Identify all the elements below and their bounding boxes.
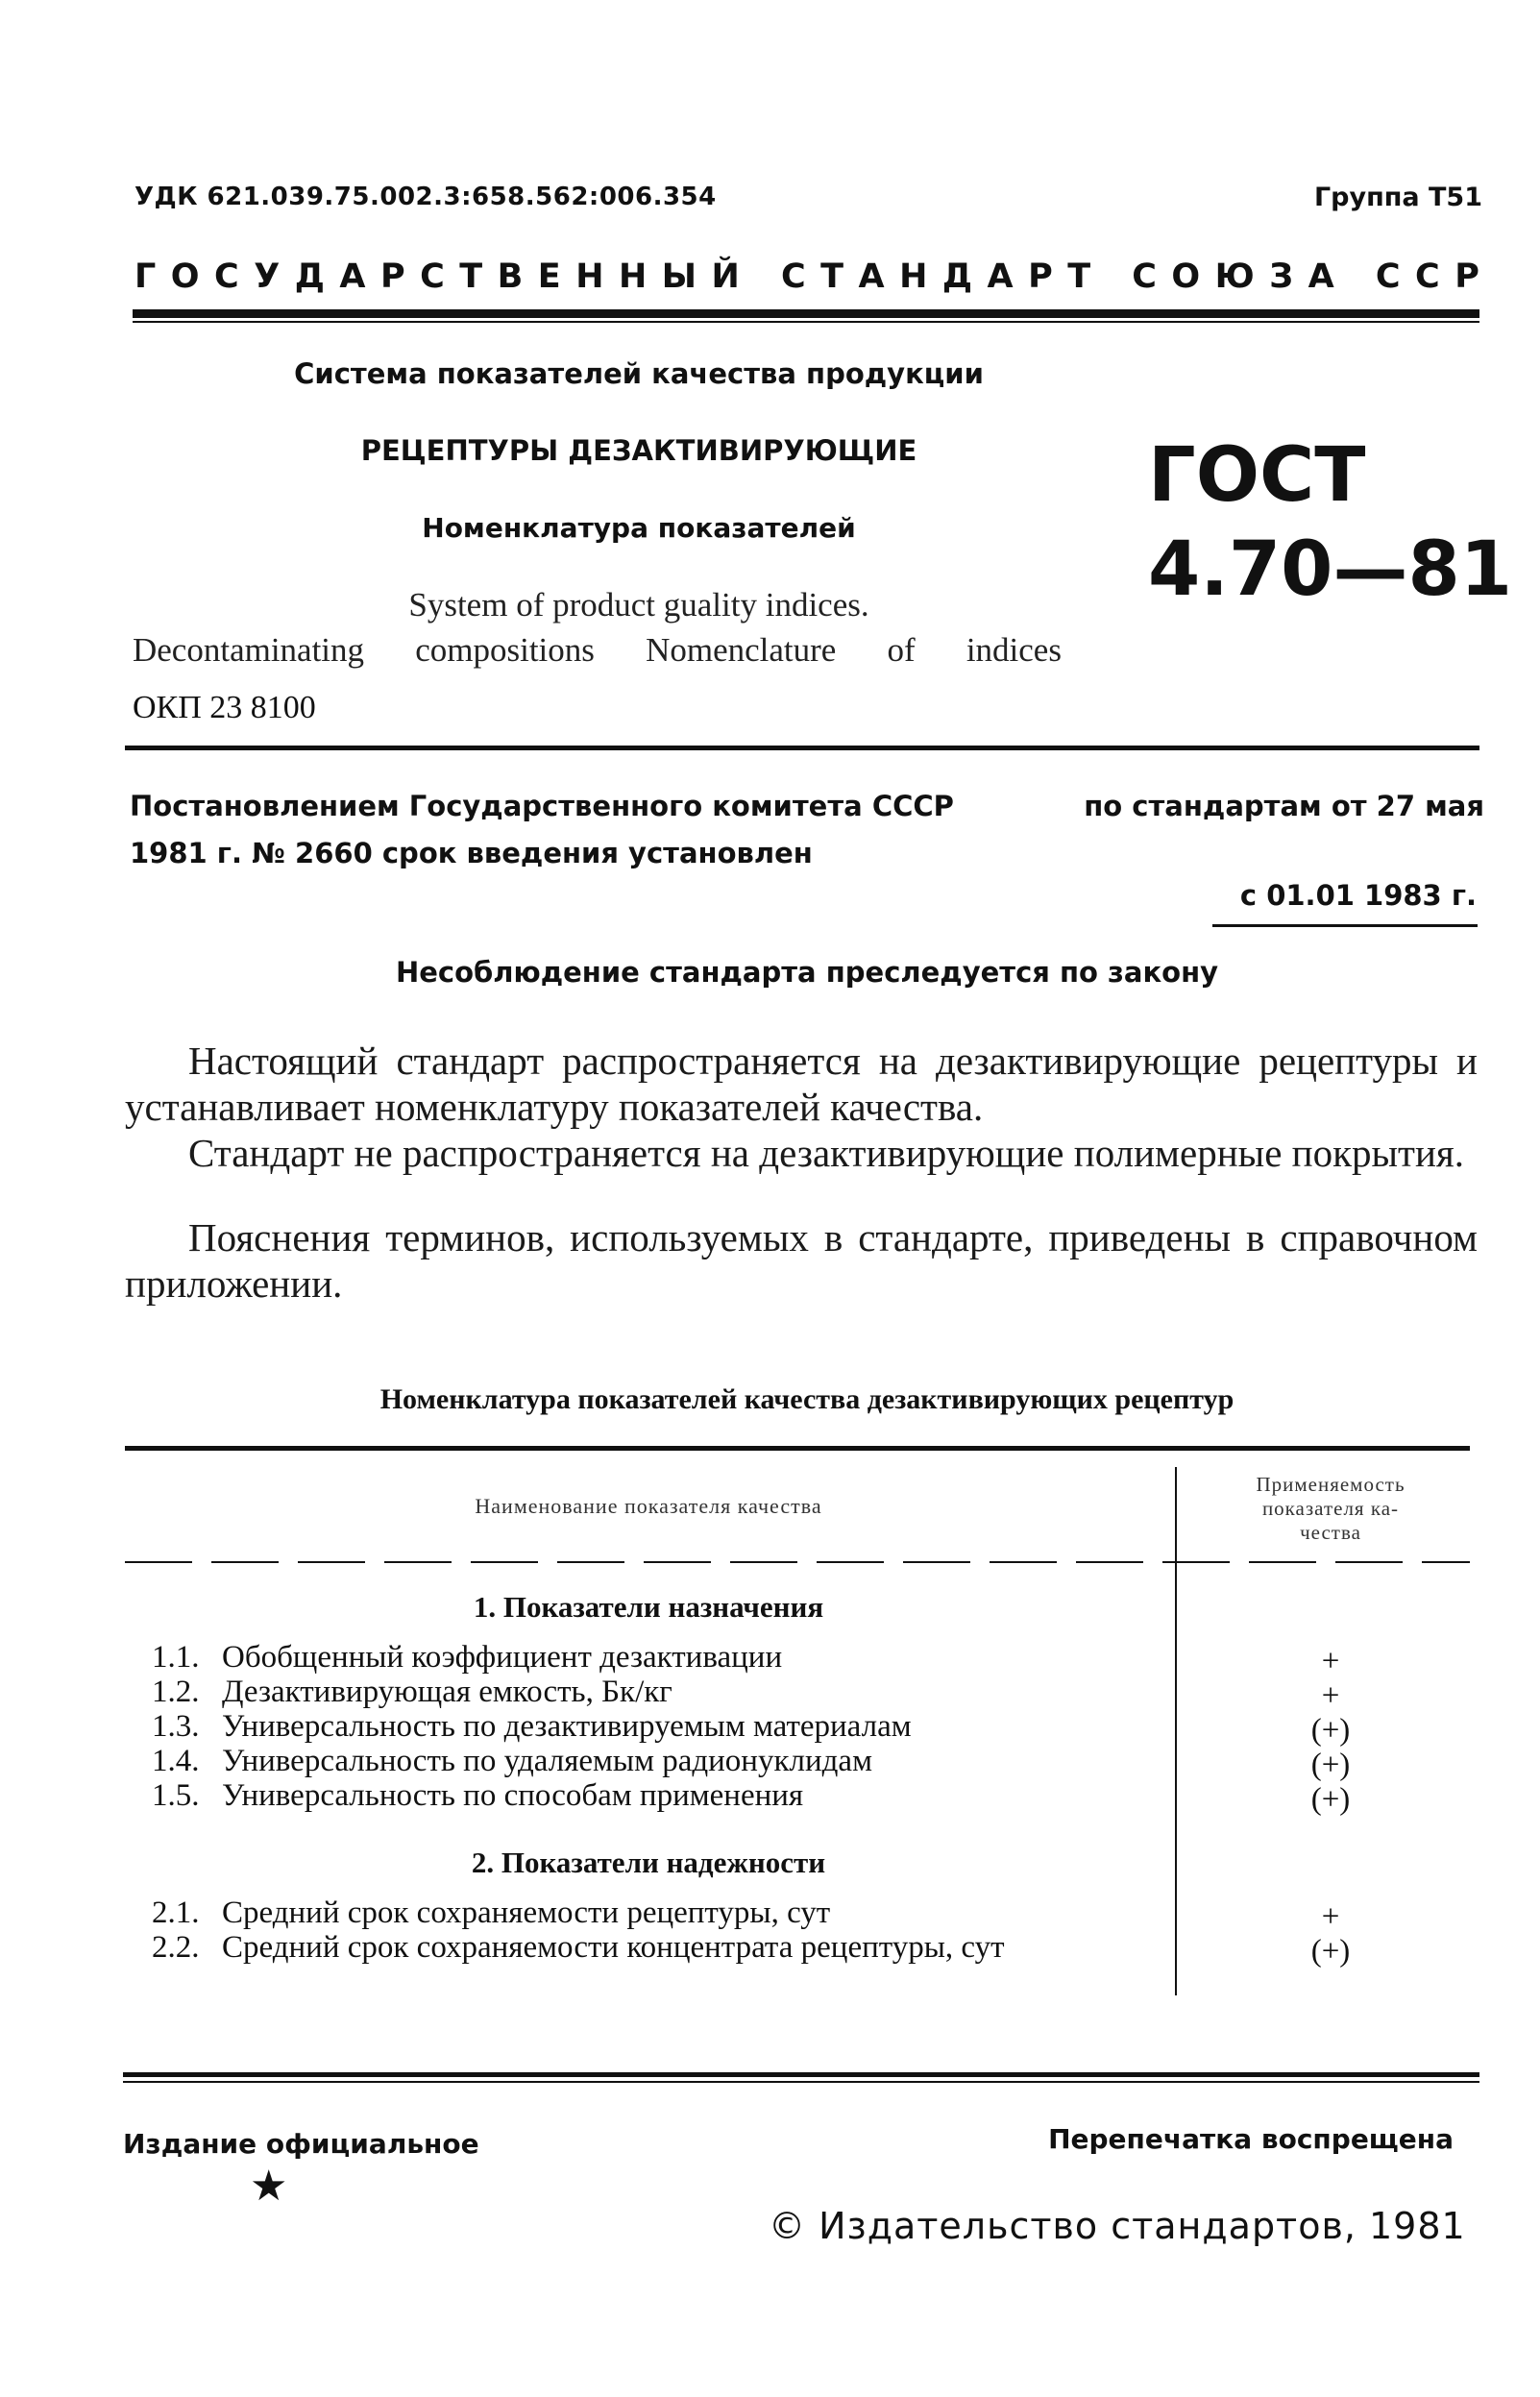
banner-letter: Ю [1214,257,1255,296]
body-paragraph-2: Стандарт не распространяется на дезактивирующие полимерные покрытия. [188,1131,1465,1175]
table-row [152,1744,872,1779]
table-row [152,1778,803,1814]
row-applicability-mark: + [1321,1899,1340,1934]
title-rule [125,746,1479,750]
banner-letter: Р [1454,257,1479,296]
star-icon: ★ [250,2162,288,2211]
state-standard-banner [134,257,1479,296]
english-title-line1: System of product guality indices. [408,586,869,624]
banner-letter: У [254,257,281,296]
row-applicability-mark: + [1321,1644,1340,1678]
row-number: 2.2. [152,1930,200,1965]
row-number: 1.5. [152,1778,200,1813]
gost-label: ГОСТ [1148,432,1366,519]
banner-letter: Н [575,257,604,296]
banner-letter: Р [379,257,405,296]
reprint-prohibited: Перепечатка воспрещена [1048,2123,1454,2155]
row-applicability-mark: (+) [1310,1713,1351,1748]
banner-letter: С [780,257,806,296]
banner-letter: Т [459,257,483,296]
table-row [152,1930,1005,1966]
english-word: compositions [415,631,595,669]
banner-letter: А [1308,257,1334,296]
row-number: 1.2. [152,1675,200,1709]
footer-rule-thin [123,2081,1479,2083]
row-indicator-name: Универсальность по удаляемым радионуклидам [222,1744,872,1778]
banner-rule-thin [133,321,1479,323]
banner-letter: А [339,257,366,296]
banner-letter: Н [899,257,928,296]
banner-letter [1349,257,1360,296]
banner-letter: З [1269,257,1294,296]
banner-letter: Е [537,257,561,296]
english-title-line2 [133,631,1062,670]
english-word: of [887,631,916,669]
gost-number: 4.70—81 [1148,526,1512,613]
banner-letter: О [170,257,200,296]
table-row [152,1896,830,1931]
banner-letter: Д [294,257,325,296]
section-title: 1. Показатели назначения [473,1590,824,1624]
banner-letter: Т [820,257,843,296]
english-word: Nomenclature [646,631,837,669]
table-column-divider [1175,1467,1177,1995]
banner-letter: С [420,257,445,296]
law-notice: Несоблюдение стандарта преследуется по закону [395,956,1219,989]
table-header-rule [125,1561,1470,1563]
table-title: Номенклатура показателей качества дезактивирующих рецептур [379,1383,1234,1415]
banner-letter: Т [1067,257,1091,296]
applicability-header-line: Применяемость [1256,1473,1406,1496]
decree-line1-left: Постановлением Государственного комитета СССР [130,790,954,822]
banner-letter: Й [711,257,740,296]
effective-date: с 01.01 1983 г. [1239,879,1477,912]
banner-letter: С [1375,257,1401,296]
banner-letter: С [214,257,239,296]
row-indicator-name: Универсальность по способам применения [222,1778,804,1813]
row-indicator-name: Обобщенный коэффициент дезактивации [222,1640,783,1675]
section-title: 2. Показатели надежности [471,1846,826,1879]
udk-code: УДК 621.039.75.002.3:658.562:006.354 [134,183,717,211]
english-word: indices [966,631,1062,669]
group-code: Группа Т51 [1313,183,1482,212]
row-number: 1.1. [152,1640,200,1675]
banner-letter: Н [618,257,648,296]
decree-line1-right: по стандартам от 27 мая [1084,790,1484,822]
row-number: 1.4. [152,1744,200,1778]
date-underline [1212,924,1478,927]
table-row [152,1709,912,1745]
table-row [152,1640,782,1675]
footer-rule [123,2072,1479,2077]
banner-letter: Р [1028,257,1053,296]
indicators-table [125,1446,1470,1984]
banner-letter: Г [134,257,157,296]
row-applicability-mark: (+) [1310,1934,1351,1969]
row-indicator-name: Универсальность по дезактивируемым материалам [222,1709,912,1744]
banner-letter: А [987,257,1014,296]
official-edition: Издание официальное [123,2128,479,2160]
row-indicator-name: Средний срок сохраняемости концентрата рецептуры, сут [222,1930,1005,1965]
banner-letter [754,257,766,296]
row-applicability-mark: (+) [1310,1782,1351,1817]
row-number: 1.3. [152,1709,200,1744]
banner-rule [133,309,1479,318]
table-header-name: Наименование показателя качества [475,1494,822,1518]
row-applicability-mark: + [1321,1678,1340,1713]
row-indicator-name: Дезактивирующая емкость, Бк/кг [222,1675,672,1709]
english-word: Decontaminating [133,631,365,669]
table-row [152,1675,672,1710]
table-top-rule [125,1446,1470,1451]
table-header-applicability [1186,1473,1475,1545]
document-name: РЕЦЕПТУРЫ ДЕЗАКТИВИРУЮЩИЕ [360,434,917,467]
row-indicator-name: Средний срок сохраняемости рецептуры, сут [222,1896,831,1930]
banner-letter: С [1132,257,1157,296]
banner-letter: С [1415,257,1440,296]
row-number: 2.1. [152,1896,200,1930]
okp-code: ОКП 23 8100 [133,690,316,725]
banner-letter: Д [941,257,973,296]
banner-letter: О [1171,257,1201,296]
copyright-notice: © Издательство стандартов, 1981 [769,2205,1466,2247]
decree-line2: 1981 г. № 2660 срок введения установлен [130,837,813,869]
body-paragraph-1: Настоящий стандарт распространяется на дезактивирующие рецептуры и устанавливает номенклатуру показателей качества. [125,1039,1478,1129]
applicability-header-line: показателя ка- [1261,1497,1400,1520]
banner-letter: В [497,257,524,296]
applicability-header-line: чества [1300,1521,1361,1544]
nomenclature-subtitle: Номенклатура показателей [422,512,856,544]
decree-line1 [130,790,1484,822]
body-paragraph-3: Пояснения терминов, используемых в стандарте, приведены в справочном приложении. [125,1215,1478,1306]
banner-letter: Ы [661,257,697,296]
banner-letter: А [858,257,885,296]
banner-letter [1106,257,1117,296]
system-title: Система показателей качества продукции [294,357,984,390]
row-applicability-mark: (+) [1310,1748,1351,1782]
